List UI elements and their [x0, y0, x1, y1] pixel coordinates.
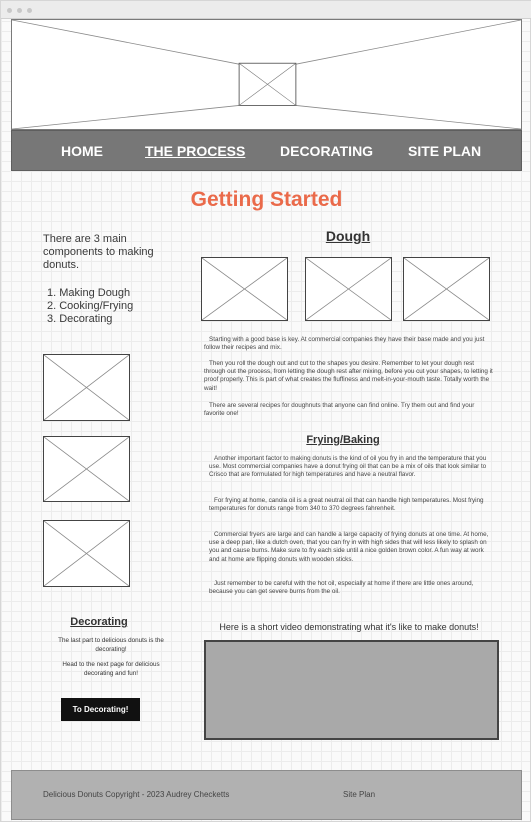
- image-placeholder-icon: [404, 258, 489, 320]
- nav-site-plan[interactable]: SITE PLAN: [408, 143, 482, 159]
- window-dot-icon: [27, 8, 32, 13]
- hero-image-placeholder: [11, 19, 522, 130]
- frying-paragraph: Another important factor to making donuts is the kind of oil you fry in and the temperature that you use. Most commercial companies have a donut frying oil that can be a mix of oils that look similar to Crisco that are formulated for high temperatures and have a neutral flavor.: [209, 455, 487, 479]
- footer-copyright: Delicious Donuts Copyright - 2023 Audrey Checketts: [43, 790, 230, 799]
- image-placeholder-icon: [306, 258, 391, 320]
- image-placeholder: [43, 354, 130, 421]
- window-dot-icon: [17, 8, 22, 13]
- image-placeholder-icon: [12, 20, 521, 129]
- page-title: Getting Started: [190, 188, 343, 211]
- video-player[interactable]: [204, 640, 499, 740]
- intro-text: There are 3 main components to making donuts.: [43, 233, 154, 271]
- to-decorating-button[interactable]: To Decorating!: [61, 698, 140, 721]
- image-placeholder: [403, 257, 490, 321]
- decorating-heading: Decorating: [70, 616, 128, 628]
- video-caption: Here is a short video demonstrating what it's like to make donuts!: [219, 622, 479, 632]
- nav-home[interactable]: HOME: [61, 143, 103, 159]
- image-placeholder-icon: [44, 521, 129, 586]
- image-placeholder-icon: [44, 355, 129, 420]
- frying-heading: Frying/Baking: [306, 434, 380, 446]
- dough-paragraph: There are several recipes for doughnuts that anyone can find online. Try them out and find your favorite one!: [204, 402, 475, 418]
- frying-paragraph: Just remember to be careful with the hot oil, especially at home if there are little ones around, because you can get severe burns from the oil.: [209, 580, 474, 596]
- decorating-paragraph: Head to the next page for delicious decorating and fun!: [62, 661, 160, 677]
- frying-paragraph: For frying at home, canola oil is a great neutral oil that can handle high temperatures. Most frying temperatures for donuts range from 340 to 370 degrees fahrenheit.: [209, 497, 484, 513]
- footer: [11, 770, 522, 820]
- image-placeholder: [43, 520, 130, 587]
- window-dot-icon: [7, 8, 12, 13]
- frying-paragraph: Commercial fryers are large and can handle a large capacity of frying donuts at one time. At home, use a deep pan, like a dutch oven, that you can fry in with high sides that will less likely to splash on you and cause burns. Make sure to fry each side until a nice golden brown color. A fun way at work and at home are flipping donuts with wooden sticks.: [209, 531, 489, 563]
- dough-heading: Dough: [325, 228, 371, 244]
- nav-the-process[interactable]: THE PROCESS: [145, 143, 246, 159]
- list-item: 2. Cooking/Frying: [47, 300, 134, 312]
- image-placeholder-icon: [44, 437, 129, 501]
- image-placeholder: [43, 436, 130, 502]
- image-placeholder: [201, 257, 288, 321]
- window-chrome: [1, 1, 531, 19]
- image-placeholder-icon: [202, 258, 287, 320]
- image-placeholder: [305, 257, 392, 321]
- list-item: 3. Decorating: [47, 313, 113, 325]
- dough-paragraph: Starting with a good base is key. At commercial companies they have their base made and you just follow their recipes and mix.: [204, 336, 485, 352]
- nav-decorating[interactable]: DECORATING: [280, 143, 374, 159]
- steps-list: [47, 287, 133, 326]
- main-nav: [11, 130, 522, 171]
- footer-site-plan-link[interactable]: Site Plan: [343, 790, 376, 799]
- decorating-paragraph: The last part to delicious donuts is the decorating!: [58, 637, 164, 653]
- dough-paragraph: Then you roll the dough out and cut to the shapes you desire. Remember to let your dough rest through out the process, from letting the dough rest after mixing, before you cut your shapes, to letting it proof properly. This is part of what creates the fluffiness and melt-in-your-mouth taste. Totally worth the wait!: [204, 360, 493, 392]
- list-item: 1. Making Dough: [47, 287, 131, 299]
